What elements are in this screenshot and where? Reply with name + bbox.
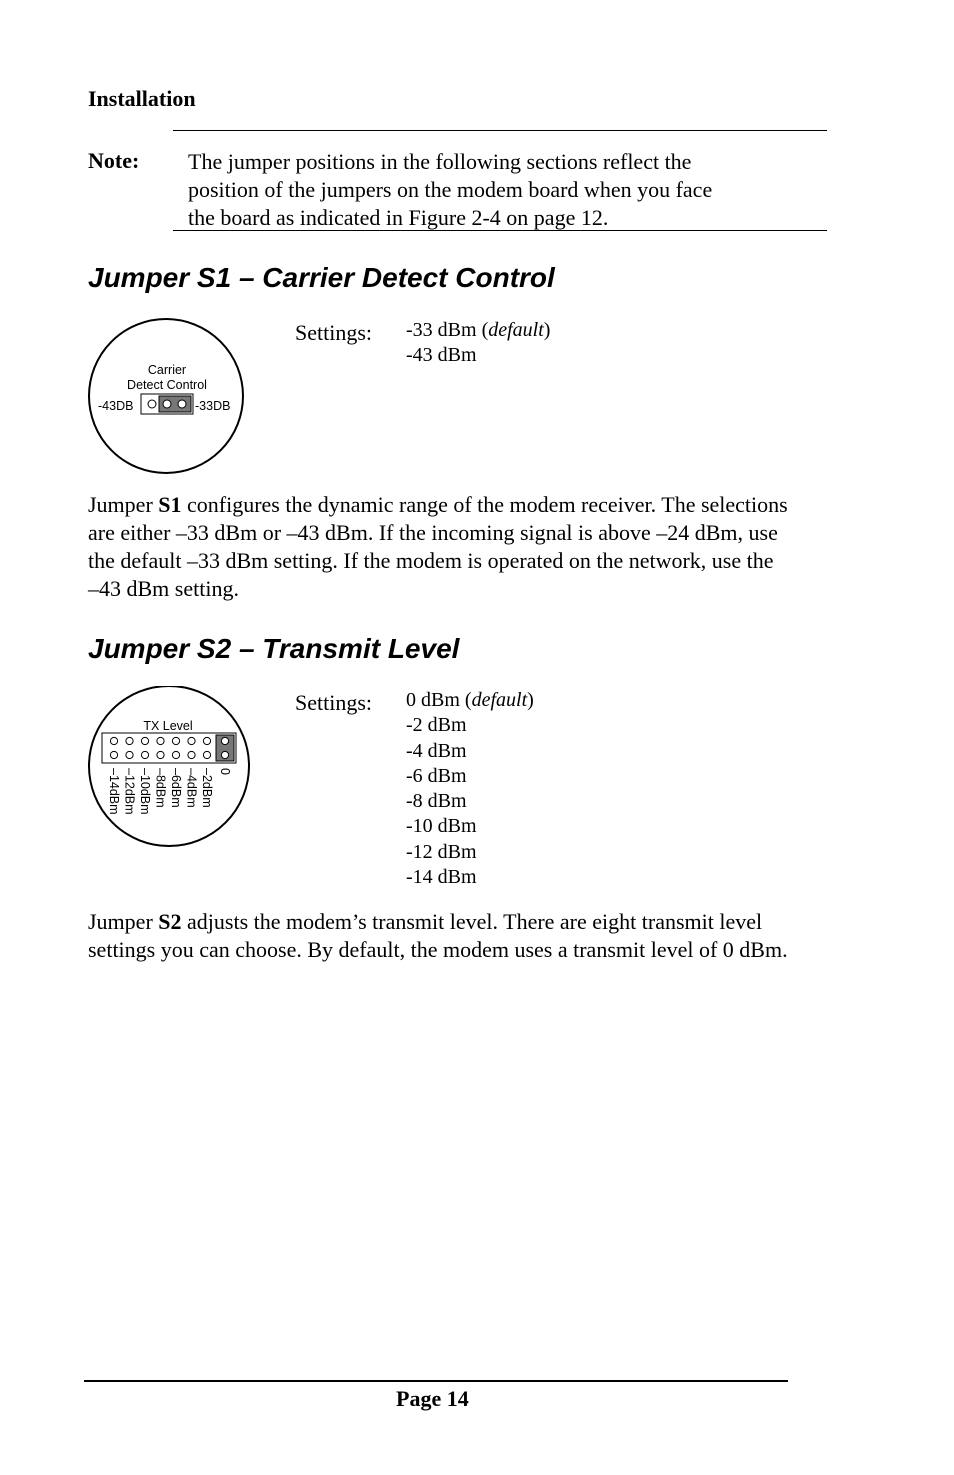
heading-jumper-s2: Jumper S2 – Transmit Level — [88, 633, 460, 664]
setting-item: 0 dBm (default) — [406, 689, 534, 711]
diagram-left-label: -43DB — [98, 399, 134, 413]
s2-transmit-level-diagram — [86, 686, 250, 852]
diagram-circle — [89, 686, 249, 846]
pin-labels — [107, 768, 232, 815]
setting-item: -43 dBm — [406, 344, 477, 367]
jumper-pin — [126, 751, 133, 758]
setting-item: -12 dBm — [406, 840, 477, 863]
s2-description: Jumper S2 adjusts the modem’s transmit level. There are eight transmit level settings you can choose. By default, the modem uses a transmit level of 0 dBm. — [88, 909, 788, 962]
setting-item: -8 dBm — [406, 790, 467, 813]
s1-settings-list — [406, 318, 550, 369]
footer-rule — [84, 1380, 788, 1382]
pin-label: –2dBm — [200, 768, 214, 808]
s1-carrier-detect-diagram — [86, 318, 248, 478]
heading-jumper-s1: Jumper S1 – Carrier Detect Control — [88, 262, 555, 293]
setting-item: -14 dBm — [406, 866, 477, 889]
pin-label: –4dBm — [184, 768, 199, 808]
jumper-pin — [188, 751, 195, 758]
pin-label: –6dBm — [169, 768, 183, 808]
setting-item: -2 dBm — [406, 714, 467, 737]
s2-settings-list — [406, 688, 534, 890]
note-line: position of the jumpers on the modem board when you face — [188, 177, 713, 202]
jumper-pin — [188, 737, 195, 744]
diagram-right-label: -33DB — [195, 399, 231, 413]
note-label: Note: — [88, 148, 140, 173]
note-line: the board as indicated in Figure 2-4 on page 12. — [188, 205, 609, 230]
jumper-pin — [203, 751, 210, 758]
jumper-pin — [172, 737, 179, 744]
note-bottom-rule — [173, 230, 827, 231]
jumper-pin — [126, 737, 133, 744]
s1-settings-label: Settings: — [295, 320, 373, 345]
page-number: Page 14 — [396, 1386, 469, 1411]
jumper-pin — [141, 737, 148, 744]
pin-label: 0 — [218, 768, 232, 775]
diagram-title-line2: Detect Control — [127, 378, 207, 392]
jumper-pin — [172, 751, 179, 758]
pin-label: –8dBm — [153, 768, 168, 808]
jumper-pin — [203, 737, 210, 744]
jumper-pin — [221, 751, 228, 758]
pin-label: –12dBm — [122, 768, 137, 815]
s2-settings-label: Settings: — [295, 690, 373, 715]
setting-item: -33 dBm (default) — [406, 319, 551, 341]
jumper-pin — [141, 751, 148, 758]
pin-label: –10dBm — [138, 768, 152, 815]
setting-item: -10 dBm — [406, 815, 477, 838]
jumper-pin — [110, 737, 117, 744]
setting-item: -4 dBm — [406, 739, 467, 762]
setting-item: -6 dBm — [406, 764, 467, 787]
jumper-pin — [178, 400, 186, 408]
note-top-rule — [173, 130, 827, 131]
jumper-pin — [148, 400, 156, 408]
diagram-title-line1: Carrier — [147, 363, 187, 377]
s1-description: Jumper S1 configures the dynamic range of the modem receiver. The selections are either –33 dBm or –43 dBm. If the incoming signal is above –24 dBm, use the default –33 dBm setting. If the modem is operated on the network, use the –43 dBm setting. — [88, 492, 788, 601]
note-text — [188, 148, 808, 232]
diagram-title: TX Level — [143, 719, 193, 733]
note-line: The jumper positions in the following sections reflect the — [188, 149, 692, 174]
pin-label: –14dBm — [107, 768, 121, 815]
jumper-pin — [157, 737, 164, 744]
jumper-pin — [163, 400, 171, 408]
jumper-pin — [157, 751, 164, 758]
jumper-pin — [221, 737, 228, 744]
jumper-pin — [110, 751, 117, 758]
running-header: Installation — [88, 86, 196, 111]
